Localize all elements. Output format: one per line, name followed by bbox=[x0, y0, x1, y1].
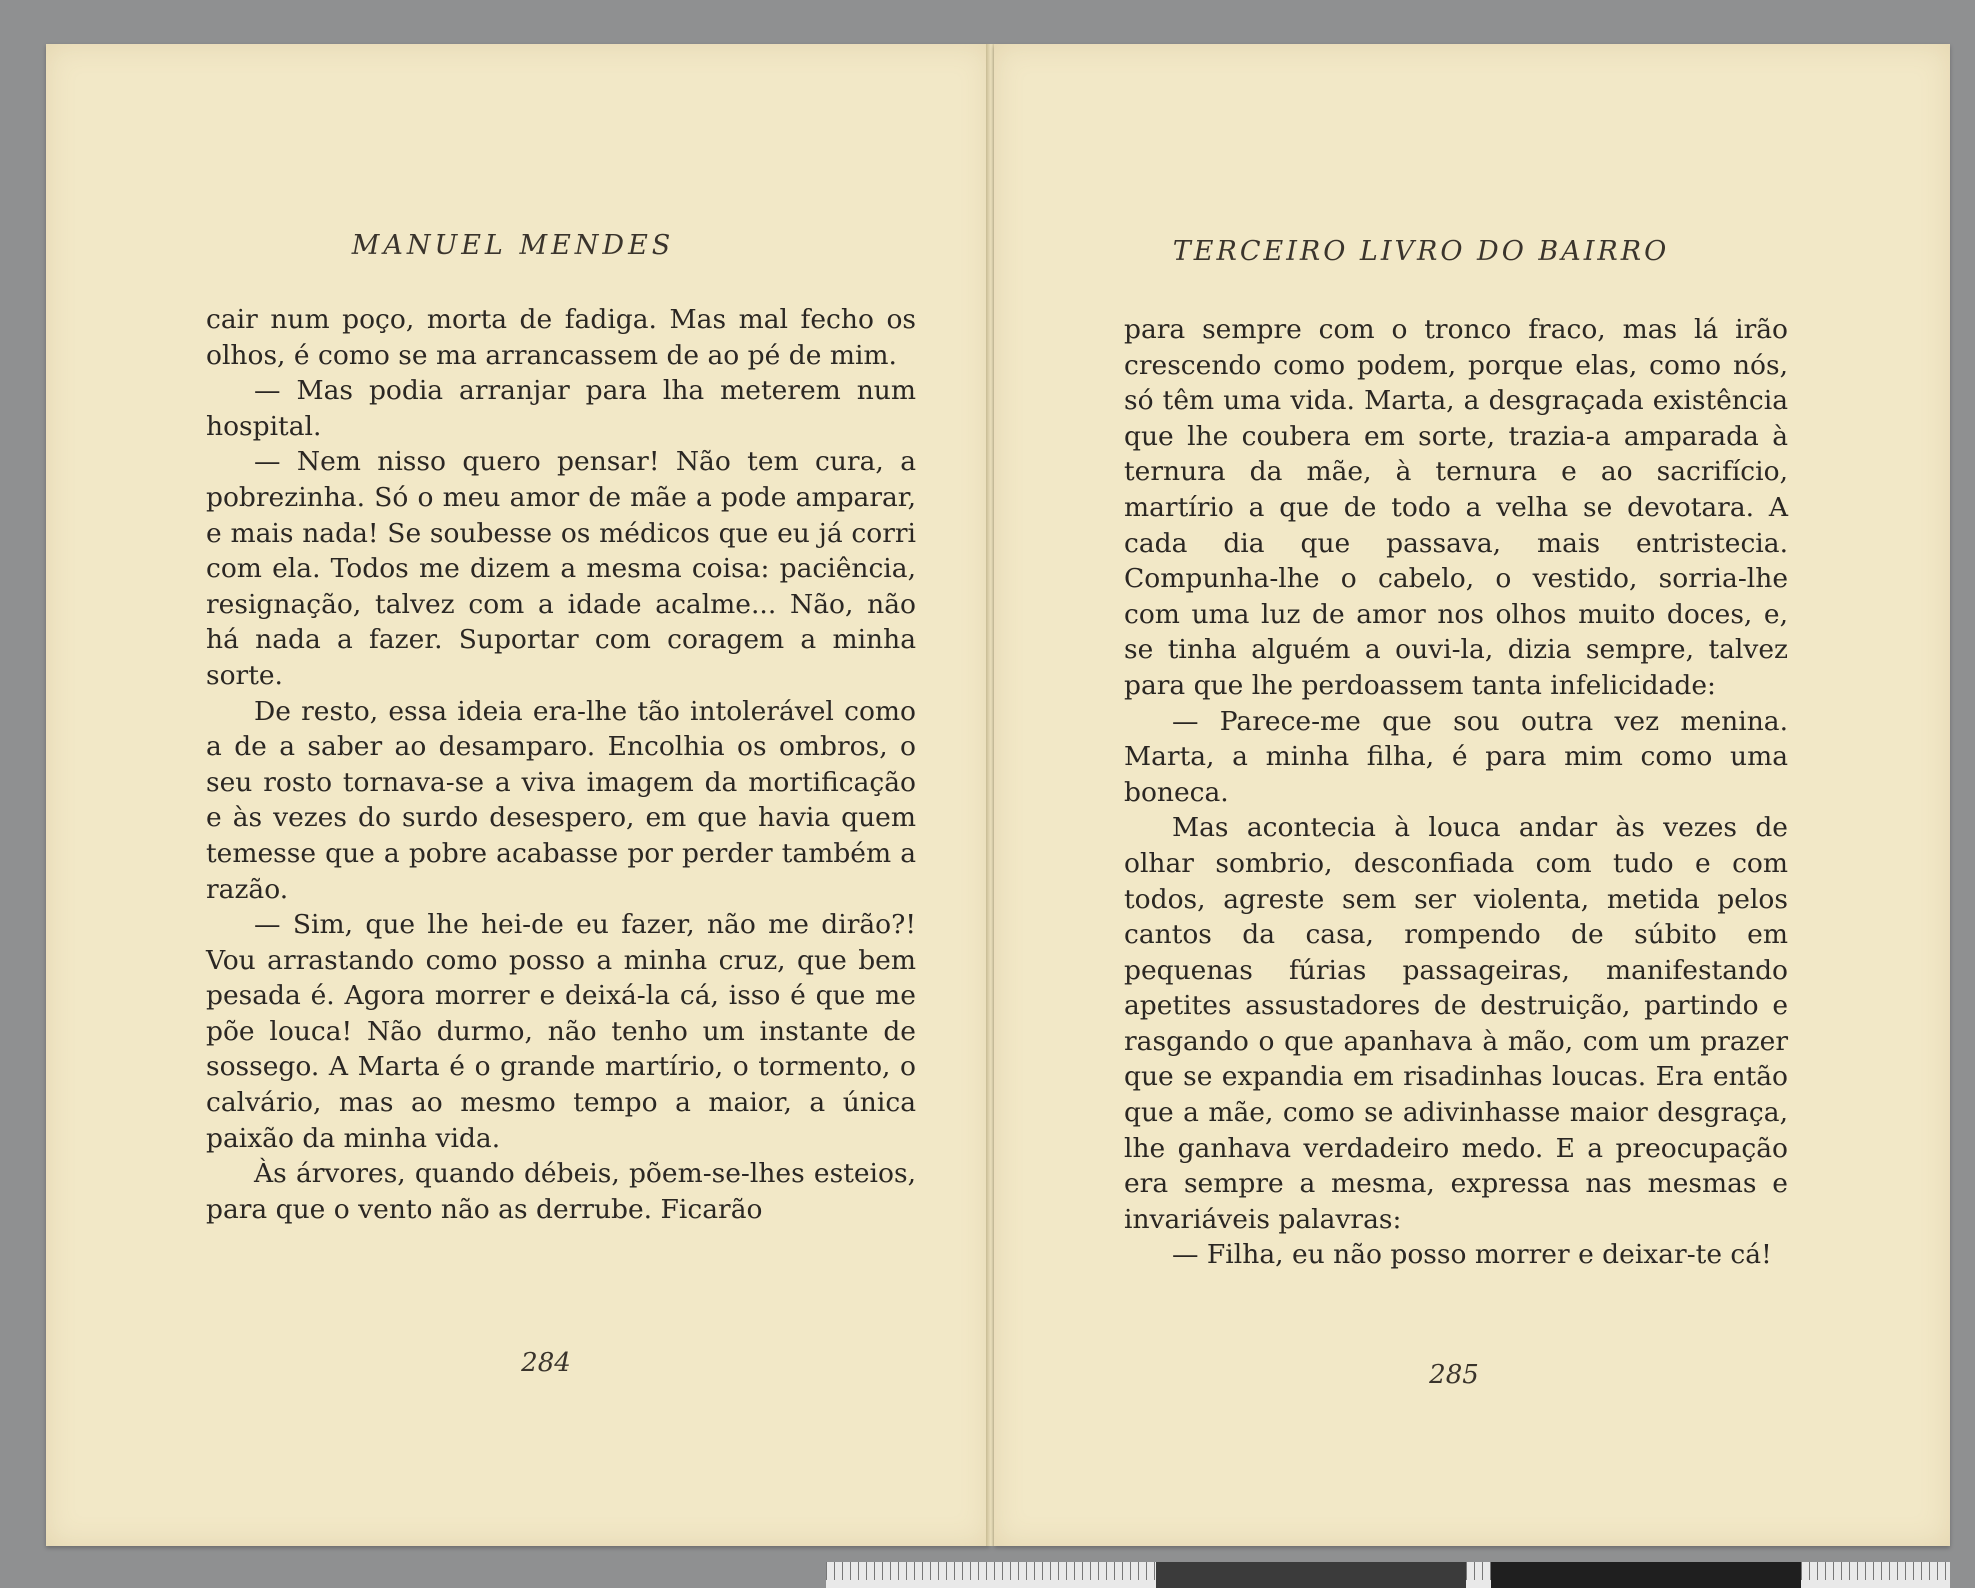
paragraph: Mas acontecia à louca andar às vezes de olhar sombrio, desconfiada com tudo e com todos, agreste sem ser violenta, metida pelos cantos da casa, rompendo de súbito em pequenas fúrias passageiras, manifestando apetites assustadores de destruição, partindo e rasgando o que apanhava à mão, com um prazer que se expandia em risadinhas loucas. Era então que a mãe, como se adivinhasse maior desgraça, lhe ganhava verdadeiro medo. E a preocupação era sempre a mesma, expressa nas mesmas e invariáveis palavras: bbox=[1124, 812, 1788, 1235]
ruler-ticks bbox=[826, 1562, 1156, 1580]
dialogue-paragraph: — Nem nisso quero pensar! Não tem cura, a pobrezinha. Só o meu amor de mãe a pode amparar, e mais nada! Se soubesse os médicos que eu já corri com ela. Todos me dizem a mesma coisa: paciência, resignação, talvez com a idade acalme... Não, não há nada a fazer. Suportar com coragem a minha sorte. bbox=[206, 446, 916, 691]
left-page bbox=[46, 44, 990, 1546]
ruler-block bbox=[1156, 1562, 1466, 1588]
paragraph: cair num poço, morta de fadiga. Mas mal fecho os olhos, é como se ma arrancassem de ao pé de mim. bbox=[206, 304, 916, 371]
right-page bbox=[994, 44, 1950, 1546]
paragraph: Às árvores, quando débeis, põem-se-lhes esteios, para que o vento não as derrube. Ficarão bbox=[206, 1158, 916, 1225]
paragraph: De resto, essa ideia era-lhe tão intolerável como a de a saber ao desamparo. Encolhia os ombros, o seu rosto tornava-se a viva imagem da mortificação e às vezes do surdo desespero, em que havia quem temesse que a pobre acabasse por perder também a razão. bbox=[206, 695, 916, 905]
ruler-block bbox=[1491, 1562, 1801, 1588]
ruler-ticks bbox=[1466, 1562, 1491, 1580]
left-page-body bbox=[206, 302, 916, 1227]
dialogue-paragraph: — Mas podia arranjar para lha meterem num hospital. bbox=[206, 375, 916, 442]
dialogue-paragraph: — Parece-me que sou outra vez menina. Marta, a minha filha, é para mim como uma boneca. bbox=[1124, 705, 1788, 808]
running-head-author: MANUEL MENDES bbox=[351, 230, 675, 261]
ruler-ticks bbox=[1801, 1562, 1950, 1580]
running-head-title: TERCEIRO LIVRO DO BAIRRO bbox=[1172, 236, 1670, 267]
dialogue-paragraph: — Sim, que lhe hei-de eu fazer, não me dirão?! Vou arrastando como posso a minha cruz, que bem pesada é. Agora morrer e deixá-la cá, isso é que me põe louca! Não durmo, não tenho um instante de sossego. A Marta é o grande martírio, o tormento, o calvário, mas ao mesmo tempo a maior, a única paixão da minha vida. bbox=[206, 909, 916, 1154]
page-number-right: 285 bbox=[1429, 1360, 1479, 1390]
page-number-left: 284 bbox=[521, 1348, 571, 1378]
right-page-body bbox=[1124, 312, 1788, 1273]
dialogue-paragraph: — Filha, eu não posso morrer e deixar-te cá! bbox=[1172, 1239, 1772, 1271]
paragraph: para sempre com o tronco fraco, mas lá irão crescendo como podem, porque elas, como nós, só têm uma vida. Marta, a desgraçada existência que lhe coubera em sorte, trazia-a amparada à ternura da mãe, à ternura e ao sacrifício, martírio a que de todo a velha se devotara. A cada dia que passava, mais entristecia. Compunha-lhe o cabelo, o vestido, sorria-lhe com uma luz de amor nos olhos muito doces, e, se tinha alguém a ouvi-la, dizia sempre, talvez para que lhe perdoassem tanta infelicidade: bbox=[1124, 314, 1788, 701]
scale-ruler bbox=[826, 1562, 1950, 1588]
